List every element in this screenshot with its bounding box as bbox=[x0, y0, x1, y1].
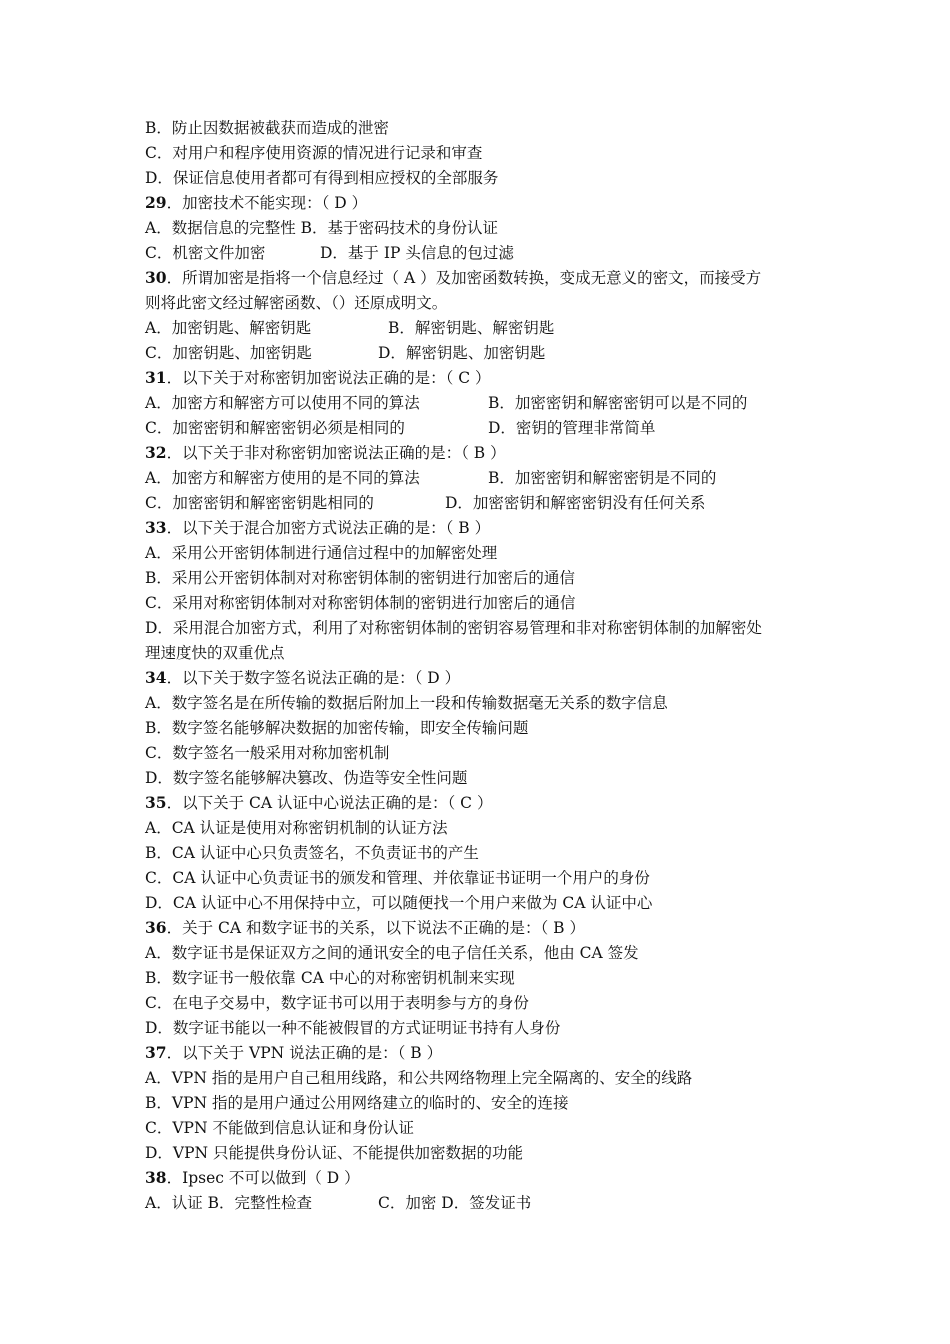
q33-option-c: C．采用对称密钥体制对对称密钥体制的密钥进行加密后的通信 bbox=[145, 594, 576, 612]
q33-stem bbox=[145, 518, 490, 538]
q35-number: 35 bbox=[145, 793, 167, 812]
q30-number: 30 bbox=[145, 268, 167, 287]
q32-text: ．以下关于非对称密钥加密说法正确的是：（ B ） bbox=[166, 444, 506, 462]
q32-option-b: B．加密密钥和解密密钥是不同的 bbox=[488, 469, 717, 487]
q35-stem bbox=[145, 793, 492, 813]
q35-option-c: C．CA 认证中心负责证书的颁发和管理、并依靠证书证明一个用户的身份 bbox=[145, 869, 650, 887]
q36-option-d: D．数字证书能以一种不能被假冒的方式证明证书持有人身份 bbox=[145, 1019, 561, 1037]
q30-stem bbox=[145, 268, 761, 288]
q32-options-ab bbox=[145, 468, 716, 488]
q30-option-a: A．加密钥匙、解密钥匙 bbox=[145, 319, 312, 337]
q31-options-cd bbox=[145, 418, 655, 438]
q30-option-d: D．解密钥匙、加密钥匙 bbox=[378, 344, 546, 362]
q37-stem bbox=[145, 1043, 442, 1063]
q35-option-b: B．CA 认证中心只负责签名，不负责证书的产生 bbox=[145, 844, 479, 862]
q36-number: 36 bbox=[145, 918, 167, 937]
q36-option-b: B．数字证书一般依靠 CA 中心的对称密钥机制来实现 bbox=[145, 969, 515, 987]
q32-options-cd bbox=[145, 493, 705, 513]
q33-option-d-cont: 理速度快的双重优点 bbox=[145, 644, 285, 662]
q37-text: ．以下关于 VPN 说法正确的是：（ B ） bbox=[166, 1044, 443, 1062]
q29-options-cd bbox=[145, 243, 514, 263]
q36-stem bbox=[145, 918, 585, 938]
q30-option-c: C．加密钥匙、加密钥匙 bbox=[145, 344, 312, 362]
q37-option-d: D．VPN 只能提供身份认证、不能提供加密数据的功能 bbox=[145, 1144, 524, 1162]
q38-options-cd: C．加密 D．签发证书 bbox=[378, 1194, 532, 1212]
q34-text: ．以下关于数字签名说法正确的是：（ D ） bbox=[166, 669, 461, 687]
q35-text: ．以下关于 CA 认证中心说法正确的是：（ C ） bbox=[166, 794, 493, 812]
q32-option-c: C．加密密钥和解密密钥匙相同的 bbox=[145, 494, 374, 512]
q29-options-ab: A．数据信息的完整性 B．基于密码技术的身份认证 bbox=[145, 219, 499, 237]
q30-text: ．所谓加密是指将一个信息经过（ A ）及加密函数转换，变成无意义的密文，而接受方 bbox=[166, 269, 762, 287]
q31-option-d: D．密钥的管理非常简单 bbox=[488, 419, 656, 437]
q31-stem bbox=[145, 368, 491, 388]
q29-number: 29 bbox=[145, 193, 167, 212]
q31-option-a: A．加密方和解密方可以使用不同的算法 bbox=[145, 394, 420, 412]
q36-option-c: C．在电子交易中，数字证书可以用于表明参与方的身份 bbox=[145, 994, 529, 1012]
q31-options-ab bbox=[145, 393, 747, 413]
q32-option-d: D．加密密钥和解密密钥没有任何关系 bbox=[445, 494, 706, 512]
q33-option-d: D．采用混合加密方式，利用了对称密钥体制的密钥容易管理和非对称密钥体制的加解密处 bbox=[145, 619, 762, 637]
q33-number: 33 bbox=[145, 518, 167, 537]
q28-option-c: C．对用户和程序使用资源的情况进行记录和审查 bbox=[145, 144, 483, 162]
q30-stem-cont: 则将此密文经过解密函数、（）还原成明文。 bbox=[145, 294, 448, 312]
q38-number: 38 bbox=[145, 1168, 167, 1187]
q34-option-c: C．数字签名一般采用对称加密机制 bbox=[145, 744, 390, 762]
q37-option-c: C．VPN 不能做到信息认证和身份认证 bbox=[145, 1119, 414, 1137]
q37-option-b: B．VPN 指的是用户通过公用网络建立的临时的、安全的连接 bbox=[145, 1094, 569, 1112]
q36-text: ．关于 CA 和数字证书的关系，以下说法不正确的是：（ B ） bbox=[166, 919, 585, 937]
q38-stem bbox=[145, 1168, 360, 1188]
q34-option-b: B．数字签名能够解决数据的加密传输，即安全传输问题 bbox=[145, 719, 529, 737]
q33-text: ．以下关于混合加密方式说法正确的是：（ B ） bbox=[166, 519, 491, 537]
q37-number: 37 bbox=[145, 1043, 167, 1062]
q30-option-b: B．解密钥匙、解密钥匙 bbox=[388, 319, 555, 337]
q37-option-a: A．VPN 指的是用户自己租用线路，和公共网络物理上完全隔离的、安全的线路 bbox=[145, 1069, 693, 1087]
q38-text: ．Ipsec 不可以做到（ D ） bbox=[166, 1169, 360, 1187]
q34-option-d: D．数字签名能够解决篡改、伪造等安全性问题 bbox=[145, 769, 468, 787]
q31-text: ．以下关于对称密钥加密说法正确的是：（ C ） bbox=[166, 369, 491, 387]
q32-stem bbox=[145, 443, 506, 463]
q29-stem bbox=[145, 193, 367, 213]
q31-number: 31 bbox=[145, 368, 167, 387]
q29-text: ．加密技术不能实现：（ D ） bbox=[166, 194, 368, 212]
q33-option-b: B．采用公开密钥体制对对称密钥体制的密钥进行加密后的通信 bbox=[145, 569, 575, 587]
q28-option-d: D．保证信息使用者都可有得到相应授权的全部服务 bbox=[145, 169, 499, 187]
q29-option-d: D．基于 IP 头信息的包过滤 bbox=[320, 244, 514, 262]
q34-stem bbox=[145, 668, 460, 688]
q30-options-cd bbox=[145, 343, 545, 363]
q38-options-ab: A．认证 B．完整性检查 bbox=[145, 1194, 313, 1212]
q33-option-a: A．采用公开密钥体制进行通信过程中的加解密处理 bbox=[145, 544, 498, 562]
q28-option-b: B．防止因数据被截获而造成的泄密 bbox=[145, 119, 389, 137]
q29-option-c: C．机密文件加密 bbox=[145, 244, 266, 262]
q31-option-b: B．加密密钥和解密密钥可以是不同的 bbox=[488, 394, 748, 412]
q38-options bbox=[145, 1193, 531, 1213]
q36-option-a: A．数字证书是保证双方之间的通讯安全的电子信任关系，他由 CA 签发 bbox=[145, 944, 639, 962]
q35-option-d: D．CA 认证中心不用保持中立，可以随便找一个用户来做为 CA 认证中心 bbox=[145, 894, 653, 912]
q32-number: 32 bbox=[145, 443, 167, 462]
q34-number: 34 bbox=[145, 668, 167, 687]
q31-option-c: C．加密密钥和解密密钥必须是相同的 bbox=[145, 419, 405, 437]
q34-option-a: A．数字签名是在所传输的数据后附加上一段和传输数据毫无关系的数字信息 bbox=[145, 694, 668, 712]
q32-option-a: A．加密方和解密方使用的是不同的算法 bbox=[145, 469, 420, 487]
q30-options-ab bbox=[145, 318, 554, 338]
q35-option-a: A．CA 认证是使用对称密钥机制的认证方法 bbox=[145, 819, 448, 837]
